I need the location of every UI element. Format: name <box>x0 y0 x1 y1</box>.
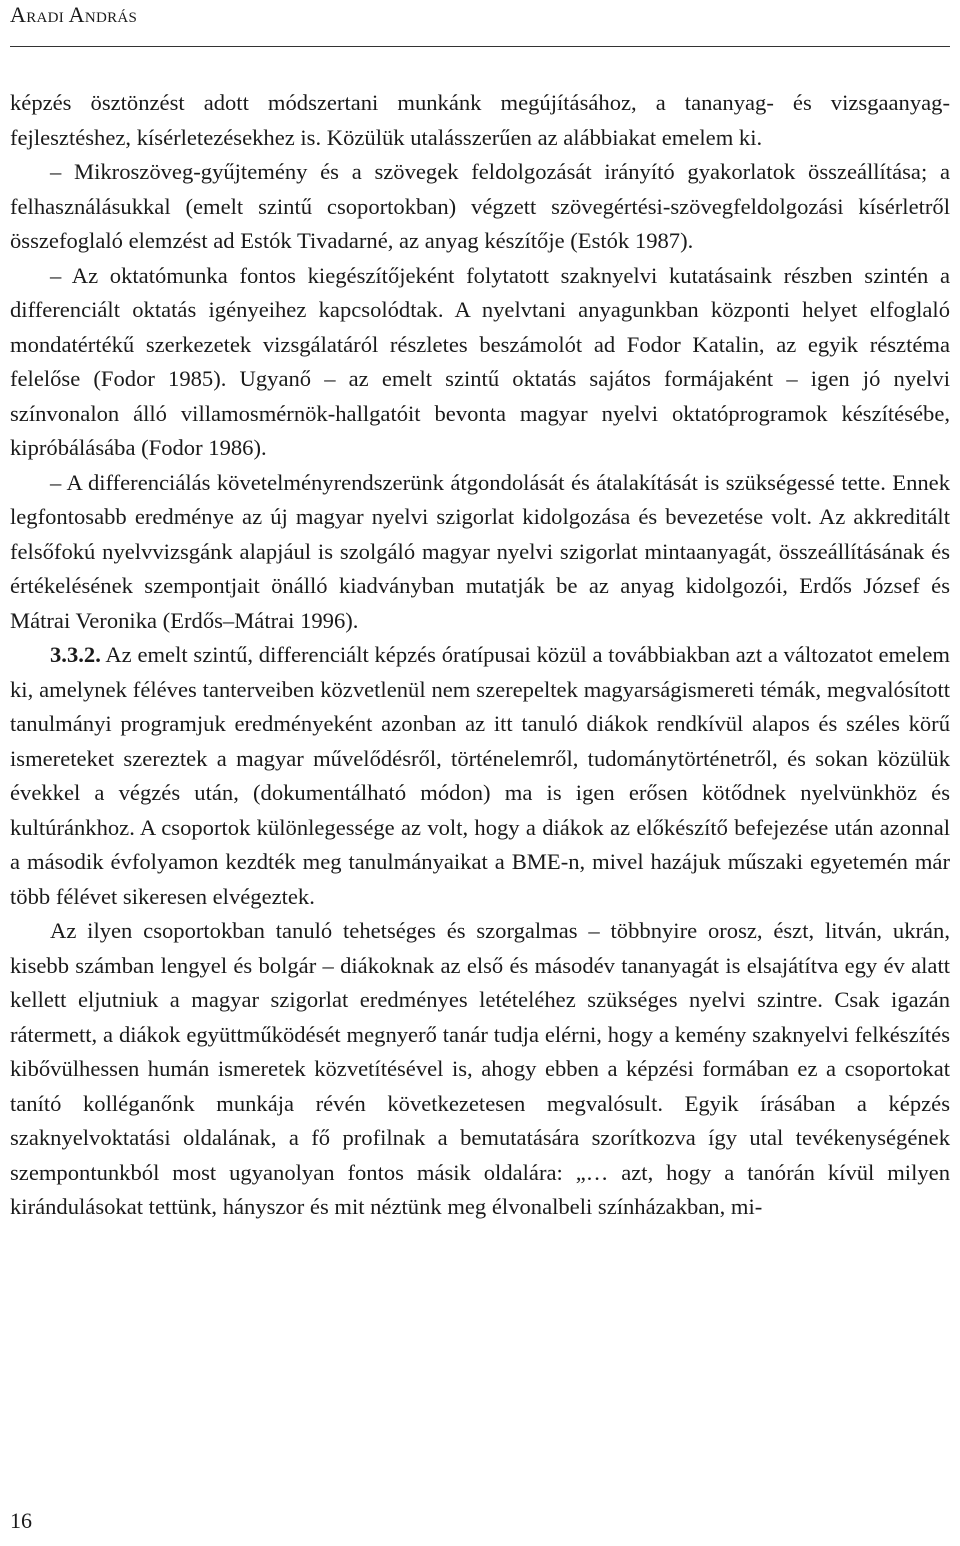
paragraph: – Mikroszöveg-gyűjtemény és a szövegek feldolgozását irányító gyakorlatok összeállítása; a felhasználásukkal (emelt szintű csoportokban) végzett szövegértési-szövegfeldolgozási kísérletről összefoglaló elemzést ad Estók Tivadarné, az anyag készítője (Estók 1987). <box>10 159 950 253</box>
body-text <box>10 86 950 1225</box>
page-number: 16 <box>10 1508 32 1533</box>
paragraph: – Az oktatómunka fontos kiegészítőjeként folytatott szaknyelvi kutatásaink részben szintén a differenciált oktatás igényeihez kapcsolódtak. A nyelvtani anyagunkban központi helyet elfoglaló mondatértékű szerkezetek vizsgálatáról részletes beszámolót ad Fodor Katalin, az egyik résztéma felelőse (Fodor 1985). Ugyanő – az emelt szintű oktatás sajátos formájaként – igen jó nyelvi színvonalon álló villamosmérnök-hallgatóit bevonta magyar nyelvi oktatóprogramok készítésébe, kipróbálásába (Fodor 1986). <box>10 262 950 460</box>
paragraph: – A differenciálás követelményrendszerünk átgondolását és átalakítását is szükségessé tette. Ennek legfontosabb eredménye az új magyar nyelvi szigorlat kidolgozása és bevezetése volt. Az akkreditált felsőfokú nyelvvizsgánk alapjául is szolgáló magyar nyelvi szigorlat mintaanyagát, összeállításának és értékelésének szempontjait önálló kiadványban mutatják be az anyag kidolgozói, Erdős József és Mátrai Veronika (Erdős–Mátrai 1996). <box>10 469 950 633</box>
running-head: Aradi András <box>10 2 138 27</box>
header-rule <box>10 46 950 47</box>
paragraph: Az ilyen csoportokban tanuló tehetséges és szorgalmas – többnyire orosz, észt, litván, ukrán, kisebb számban lengyel és bolgár – diákoknak az első és másodév tananyagát is elsajátítva egy év alatt kellett eljutniuk a magyar szigorlat eredményes letételéhez szükséges nyelvi szintre. Csak igazán rátermett, a diákok együttműködését megnyerő tanár tudja elérni, hogy a kemény szaknyelvi felkészítés kibővülhessen humán ismeretek közvetítésével is, ahogy ebben a képzési formában ez a csoportokat tanító kolléganőnk munkája révén következetesen megvalósult. Egyik írásában a képzés szaknyelvoktatási oldalának, a fő profilnak a bemutatására szorítkozva így utal tevékenységének szempontunkból most ugyanolyan fontos másik oldalára: „… azt, hogy a tanórán kívül milyen kirándulásokat tettünk, hányszor és mit néztünk meg élvonalbeli színházakban, mi- <box>10 918 950 1219</box>
paragraph <box>10 638 950 914</box>
paragraph: képzés ösztönzést adott módszertani munkánk megújításához, a tananyag- és vizsgaanyag-fejlesztéshez, kísérletezésekhez is. Közülük utalásszerűen az alábbiakat emelem ki. <box>10 90 950 150</box>
section-number: 3.3.2. <box>50 642 101 667</box>
paragraph-text: Az emelt szintű, differenciált képzés óratípusai közül a továbbiakban azt a változatot emelem ki, amelynek féléves tanterveiben közvetlenül nem szerepeltek magyarságismereti témák, megvalósított tanulmányi programjuk eredményeként azonban az itt tanuló diákok rendkívül alapos és széles körű ismereteket szereztek a magyar művelődésről, történelemről, tudománytörténetről, és sokan közülük évekkel a végzés után, (dokumentálható módon) ma is igen erősen kötődnek nyelvünkhöz és kultúránkhoz. A csoportok különlegessége az volt, hogy a diákok az előkészítő befejezése után azonnal a második évfolyamon kezdték meg tanulmányaikat a BME-n, mivel hazájuk műszaki egyetemén már több félévet sikeresen elvégeztek. <box>10 642 950 909</box>
